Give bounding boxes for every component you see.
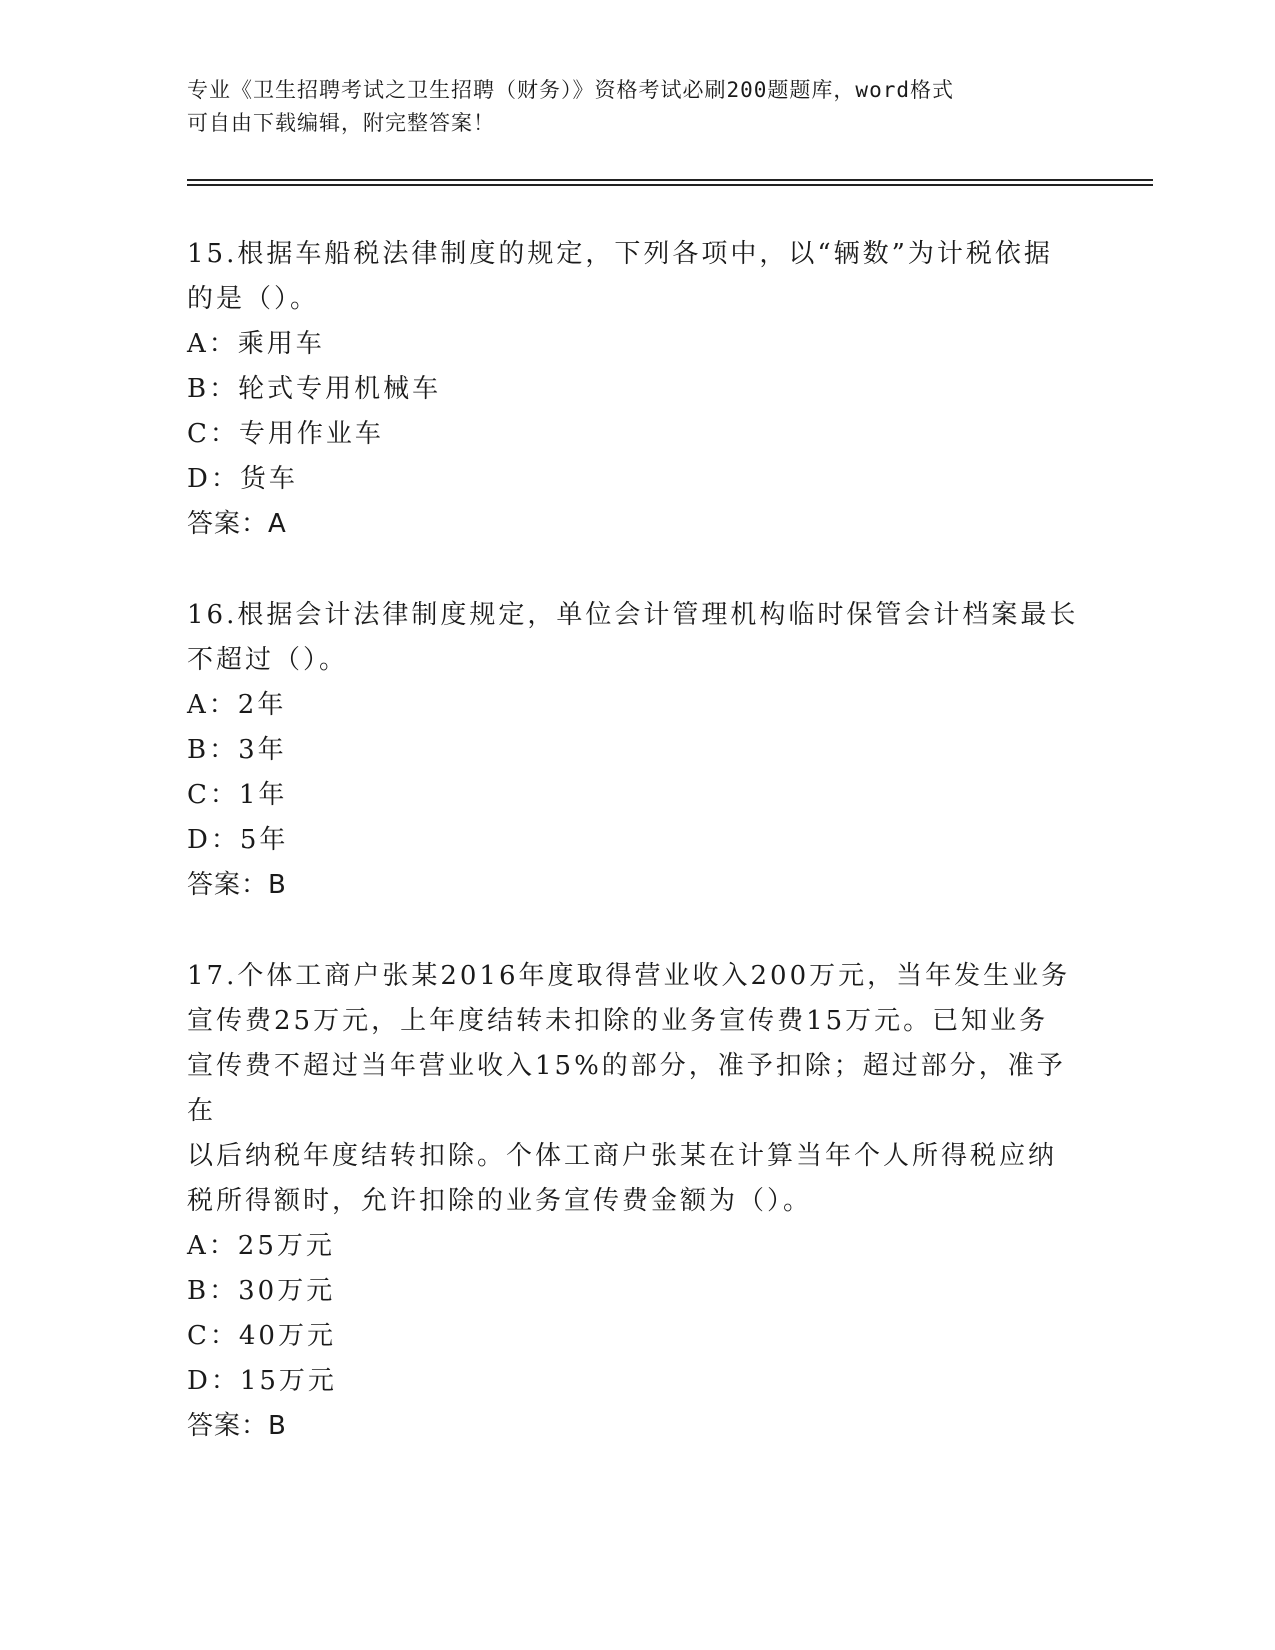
question-text-line: 宣传费25万元，上年度结转未扣除的业务宣传费15万元。已知业务 — [187, 1006, 1049, 1036]
question-16 — [187, 593, 1087, 908]
option-d: D：5年 — [187, 825, 289, 855]
answer-line: 答案：B — [187, 1411, 287, 1441]
answer-line: 答案：A — [187, 509, 287, 539]
question-15 — [187, 232, 1087, 547]
header-divider — [187, 179, 1153, 186]
header-line-1: 专业《卫生招聘考试之卫生招聘（财务）》资格考试必刷200题题库，word格式 — [187, 78, 954, 102]
question-text-line: 16.根据会计法律制度规定，单位会计管理机构临时保管会计档案最长 — [187, 600, 1079, 630]
option-b: B：30万元 — [187, 1276, 336, 1306]
option-b: B：3年 — [187, 735, 287, 765]
question-text-line: 不超过（）。 — [187, 645, 349, 675]
answer-line: 答案：B — [187, 870, 287, 900]
question-list — [187, 232, 1087, 1495]
option-d: D：15万元 — [187, 1366, 337, 1396]
question-text-line: 的是（）。 — [187, 284, 320, 314]
option-d: D：货车 — [187, 464, 298, 494]
question-text-line: 宣传费不超过当年营业收入15%的部分，准予扣除；超过部分，准予在 — [187, 1051, 1066, 1126]
option-a: A：乘用车 — [187, 329, 325, 359]
question-text-line: 17.个体工商户张某2016年度取得营业收入200万元，当年发生业务 — [187, 961, 1071, 991]
document-header — [187, 74, 1067, 140]
option-c: C：专用作业车 — [187, 419, 384, 449]
question-17 — [187, 954, 1087, 1449]
option-c: C：40万元 — [187, 1321, 336, 1351]
option-a: A：2年 — [187, 690, 287, 720]
question-text-line: 15.根据车船税法律制度的规定，下列各项中，以“辆数”为计税依据 — [187, 239, 1053, 269]
option-c: C：1年 — [187, 780, 288, 810]
option-b: B：轮式专用机械车 — [187, 374, 442, 404]
question-text-line: 税所得额时，允许扣除的业务宣传费金额为（）。 — [187, 1186, 813, 1216]
question-text-line: 以后纳税年度结转扣除。个体工商户张某在计算当年个人所得税应纳 — [187, 1141, 1058, 1171]
header-line-2: 可自由下载编辑，附完整答案！ — [187, 111, 495, 135]
option-a: A：25万元 — [187, 1231, 335, 1261]
